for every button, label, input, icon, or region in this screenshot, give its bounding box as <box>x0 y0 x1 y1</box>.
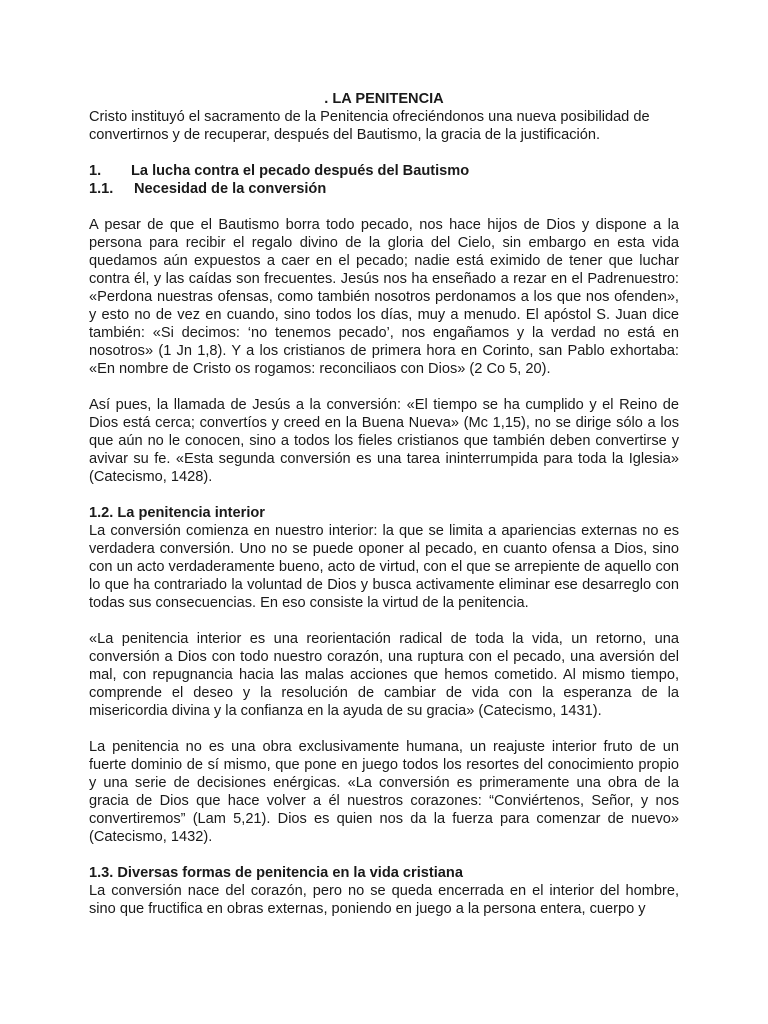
paragraph: «La penitencia interior es una reorientación radical de toda la vida, un retorno, una conversión a Dios con todo nuestro corazón, una ruptura con el pecado, una aversión del mal, con repugnancia hacia las malas acciones que hemos cometido. Al mismo tiempo, comprende el deseo y la resolución de cambiar de vida con la esperanza de la misericordia divina y la confianza en la ayuda de su gracia» (Catecismo, 1431). <box>89 631 679 719</box>
section-1-1-number: 1.1. <box>89 181 114 197</box>
spacer <box>89 144 679 162</box>
paragraph: Así pues, la llamada de Jesús a la conversión: «El tiempo se ha cumplido y el Reino de Dios está cerca; convertíos y creed en la Buena Nueva» (Mc 1,15), no se dirige sólo a los que aún no le conocen, sino a todos los fieles cristianos que también deben convertirse y avivar su fe. «Esta segunda conversión es una tarea ininterrumpida para toda la Iglesia» (Catecismo, 1428). <box>89 397 679 485</box>
document-page <box>89 90 679 918</box>
section-1-heading <box>89 162 679 180</box>
spacer <box>89 486 679 504</box>
paragraph: La conversión nace del corazón, pero no se queda encerrada en el interior del hombre, sino que fructifica en obras externas, poniendo en juego a la persona entera, cuerpo y <box>89 883 679 917</box>
paragraph: La penitencia no es una obra exclusivamente humana, un reajuste interior fruto de un fuerte dominio de sí mismo, que pone en juego todos los resortes del conocimiento propio y una serie de decisiones enérgicas. «La conversión es primeramente una obra de la gracia de Dios que hace volver a él nuestros corazones: “Conviértenos, Señor, y nos convertiremos” (Lam 5,21). Dios es quien nos da la fuerza para comenzar de nuevo» (Catecismo, 1432). <box>89 739 679 845</box>
spacer <box>89 198 679 216</box>
document-title: . LA PENITENCIA <box>324 91 444 107</box>
spacer <box>89 846 679 864</box>
spacer <box>89 378 679 396</box>
section-1-1-title: Necesidad de la conversión <box>134 181 327 197</box>
section-1-3-heading: 1.3. Diversas formas de penitencia en la vida cristiana <box>89 865 463 881</box>
spacer <box>89 720 679 738</box>
paragraph: La conversión comienza en nuestro interior: la que se limita a apariencias externas no es verdadera conversión. Uno no se puede oponer al pecado, en cuanto ofensa a Dios, sino con un acto verdaderamente bueno, acto de virtud, con el que se arrepiente de aquello con lo que ha contrariado la voluntad de Dios y busca activamente eliminar ese desarreglo con todas sus consecuencias. En eso consiste la virtud de la penitencia. <box>89 523 679 611</box>
section-1-1-heading <box>89 180 679 198</box>
intro-paragraph: Cristo instituyó el sacramento de la Penitencia ofreciéndonos una nueva posibilidad de convertirnos y de recuperar, después del Bautismo, la gracia de la justificación. <box>89 109 650 143</box>
section-1-title: La lucha contra el pecado después del Bautismo <box>131 163 470 179</box>
section-1-2-heading: 1.2. La penitencia interior <box>89 505 265 521</box>
section-1-number: 1. <box>89 163 102 179</box>
spacer <box>89 612 679 630</box>
paragraph: A pesar de que el Bautismo borra todo pecado, nos hace hijos de Dios y dispone a la persona para recibir el regalo divino de la gloria del Cielo, sin embargo en esta vida quedamos aún expuestos a caer en el pecado; nadie está eximido de tener que luchar contra él, y las caídas son frecuentes. Jesús nos ha enseñado a rezar en el Padrenuestro: «Perdona nuestras ofensas, como también nosotros perdonamos a los que nos ofenden», y esto no de vez en cuando, sino todos los días, muy a menudo. El apóstol S. Juan dice también: «Si decimos: ‘no tenemos pecado’, nos engañamos y la verdad no está en nosotros» (1 Jn 1,8). Y a los cristianos de primera hora en Corinto, san Pablo exhortaba: «En nombre de Cristo os rogamos: reconciliaos con Dios» (2 Co 5, 20). <box>89 217 679 377</box>
